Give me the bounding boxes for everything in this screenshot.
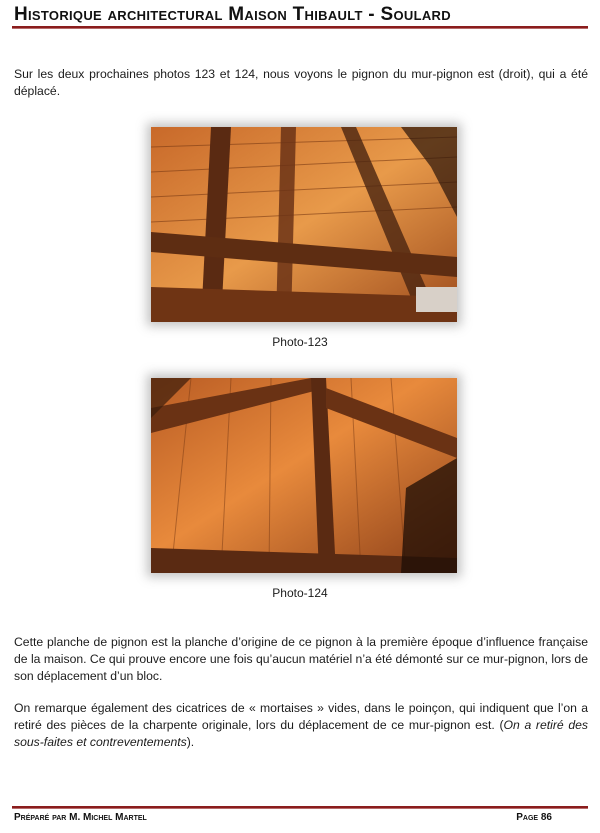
photo-123 bbox=[151, 127, 457, 322]
photo-124 bbox=[151, 378, 457, 573]
photo-124-caption: Photo-124 bbox=[272, 586, 328, 600]
intro-paragraph: Sur les deux prochaines photos 123 et 124, nous voyons le pignon du mur-pignon est (droit), qui a été déplacé. bbox=[14, 67, 588, 98]
body-paragraph-1: Cette planche de pignon est la planche d’origine de ce pignon à la première époque d’influence française de la maison. Ce qui prouve encore une fois qu’aucun matériel n’a été démonté sur ce mur-pignon, lors de son déplacement d’un bloc. bbox=[14, 635, 588, 683]
footer-rule bbox=[12, 806, 588, 809]
body-paragraph-2-end: ). bbox=[186, 735, 195, 749]
body-paragraph-2-italic: On a retiré des sous-faites et contreventements bbox=[14, 718, 588, 749]
header-rule bbox=[12, 26, 588, 29]
body-paragraph-2-text: On remarque également des cicatrices de « mortaises » vides, dans le poinçon, qui indiquent que l’on a retiré des pièces de la charpente originale, lors du déplacement de ce mur-pignon est. ( bbox=[14, 701, 588, 732]
body-paragraph-2 bbox=[14, 700, 588, 751]
page-header-title: Historique architectural Maison Thibault - Soulard bbox=[14, 4, 451, 25]
footer-page-number: Page 86 bbox=[516, 812, 552, 823]
footer-author: Préparé par M. Michel Martel bbox=[14, 812, 147, 823]
photo-124-image bbox=[151, 378, 457, 573]
photo-123-caption: Photo-123 bbox=[272, 335, 328, 349]
photo-123-image bbox=[151, 127, 457, 322]
